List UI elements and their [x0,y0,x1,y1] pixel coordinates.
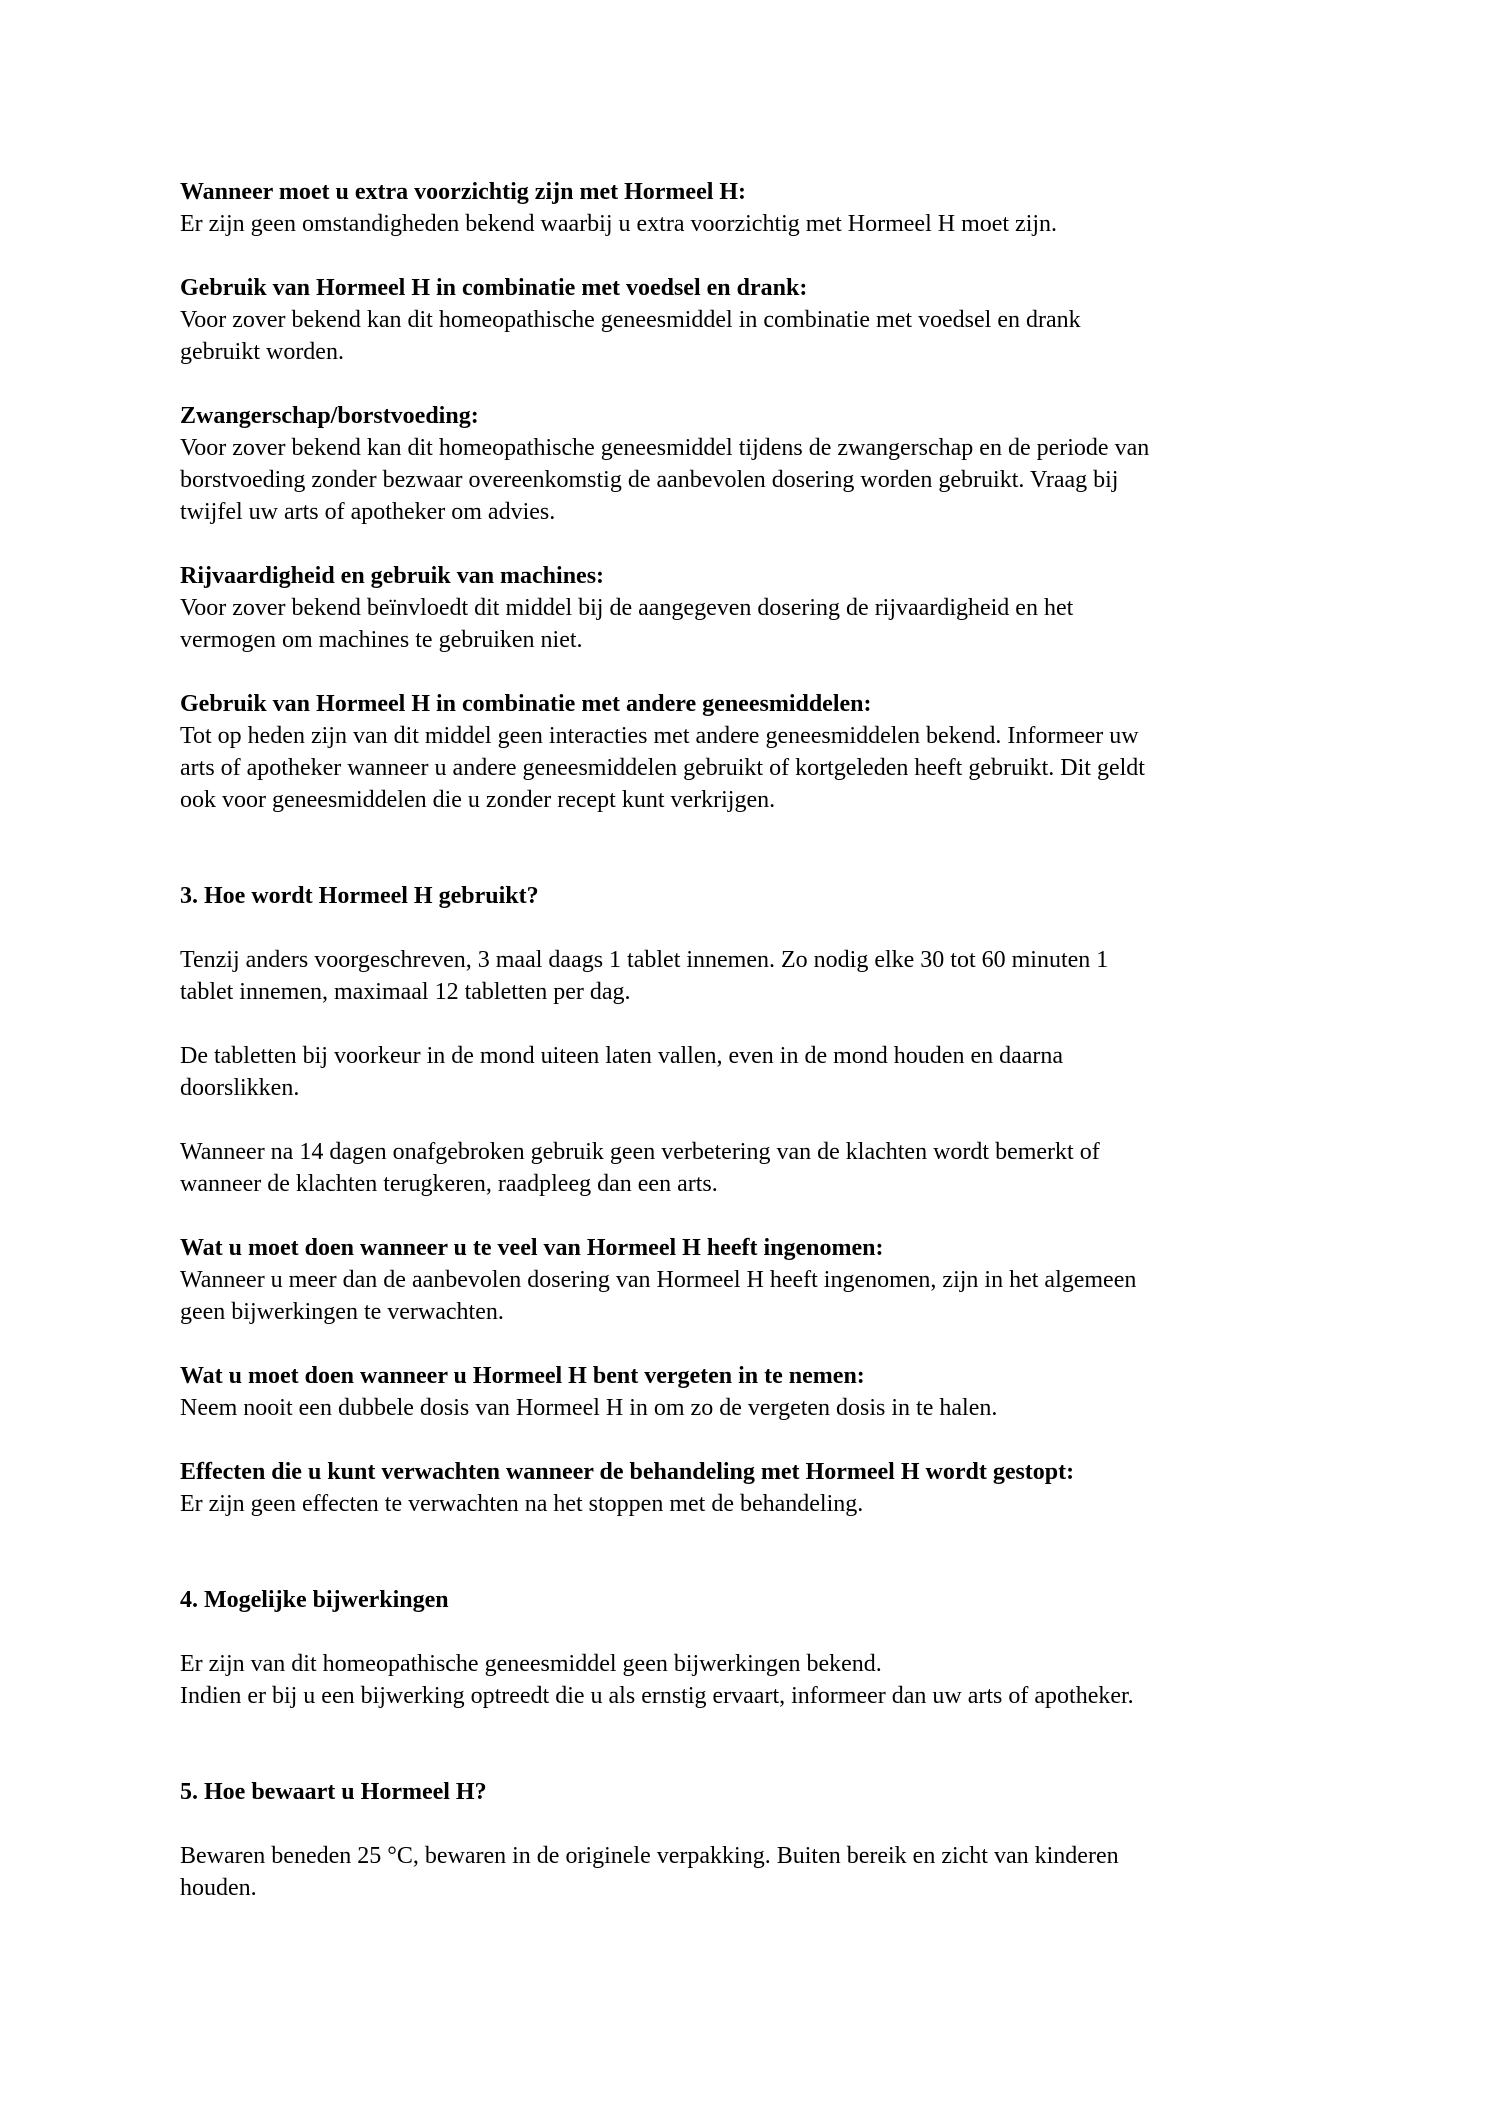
subsection-text: Voor zover bekend kan dit homeopathische geneesmiddel tijdens de zwangerschap en de periode van borstvoeding zonder bezwaar overeenkomstig de aanbevolen dosering worden gebruikt. Vraag bij twijfel uw arts of apotheker om advies. [180,435,1150,525]
subsection-title: Rijvaardigheid en gebruik van machines: [180,563,605,589]
section-5-heading: 5. Hoe bewaart u Hormeel H? [180,1779,487,1805]
subsection-text: Er zijn geen effecten te verwachten na het stoppen met de behandeling. [180,1491,864,1517]
subsection-pregnancy [180,400,1340,528]
section-3-heading: 3. Hoe wordt Hormeel H gebruikt? [180,883,539,909]
subsection-missed-dose [180,1360,1340,1424]
document-page [180,176,1340,1936]
subsection-interactions [180,688,1340,816]
subsection-title: Gebruik van Hormeel H in combinatie met andere geneesmiddelen: [180,691,872,717]
section-4-heading: 4. Mogelijke bijwerkingen [180,1587,449,1613]
subsection-title: Gebruik van Hormeel H in combinatie met voedsel en drank: [180,275,808,301]
subsection-precautions [180,176,1340,240]
subsection-stopping [180,1456,1340,1520]
subsection-title: Wanneer moet u extra voorzichtig zijn met Hormeel H: [180,179,747,205]
subsection-title: Wat u moet doen wanneer u Hormeel H bent vergeten in te nemen: [180,1363,865,1389]
subsection-text: Neem nooit een dubbele dosis van Hormeel H in om zo de vergeten dosis in te halen. [180,1395,998,1421]
dosage-paragraph: Tenzij anders voorgeschreven, 3 maal daags 1 tablet innemen. Zo nodig elke 30 tot 60 minuten 1 tablet innemen, maximaal 12 tabletten per dag. [180,947,1109,1005]
subsection-title: Zwangerschap/borstvoeding: [180,403,479,429]
subsection-text: Wanneer u meer dan de aanbevolen dosering van Hormeel H heeft ingenomen, zijn in het algemeen geen bijwerkingen te verwachten. [180,1267,1137,1325]
storage-paragraph: Bewaren beneden 25 °C, bewaren in de originele verpakking. Buiten bereik en zicht van kinderen houden. [180,1843,1119,1901]
subsection-overdose [180,1232,1340,1328]
administration-paragraph: De tabletten bij voorkeur in de mond uiteen laten vallen, even in de mond houden en daarna doorslikken. [180,1043,1064,1101]
subsection-text: Er zijn geen omstandigheden bekend waarbij u extra voorzichtig met Hormeel H moet zijn. [180,211,1058,237]
subsection-text: Voor zover bekend kan dit homeopathische geneesmiddel in combinatie met voedsel en drank gebruikt worden. [180,307,1081,365]
consult-doctor-paragraph: Wanneer na 14 dagen onafgebroken gebruik geen verbetering van de klachten wordt bemerkt of wanneer de klachten terugkeren, raadpleeg dan een arts. [180,1139,1100,1197]
subsection-text: Tot op heden zijn van dit middel geen interacties met andere geneesmiddelen bekend. Informeer uw arts of apotheker wanneer u andere geneesmiddelen gebruikt of kortgeleden heeft gebruikt. Dit geldt ook voor geneesmiddelen die u zonder recept kunt verkrijgen. [180,723,1145,813]
subsection-food-drink [180,272,1340,368]
subsection-text: Voor zover bekend beïnvloedt dit middel bij de aangegeven dosering de rijvaardigheid en het vermogen om machines te gebruiken niet. [180,595,1074,653]
subsection-title: Wat u moet doen wanneer u te veel van Hormeel H heeft ingenomen: [180,1235,884,1261]
side-effects-paragraph: Er zijn van dit homeopathische geneesmiddel geen bijwerkingen bekend. Indien er bij u een bijwerking optreedt die u als ernstig ervaart, informeer dan uw arts of apotheker. [180,1651,1134,1709]
subsection-driving [180,560,1340,656]
subsection-title: Effecten die u kunt verwachten wanneer de behandeling met Hormeel H wordt gestopt: [180,1459,1075,1485]
